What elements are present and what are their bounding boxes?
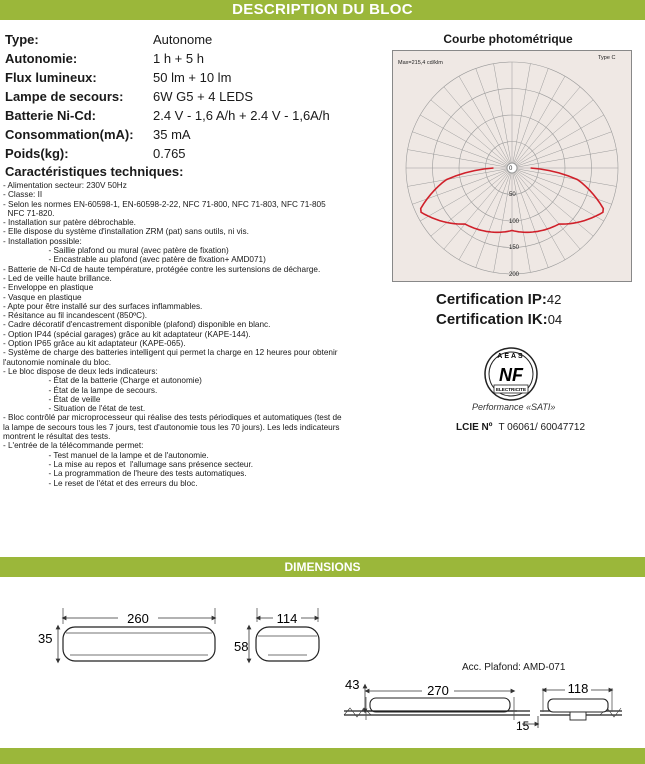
characteristic-line: - Selon les normes EN-60598-1, EN-60598-2-22, NFC 71-800, NFC 71-803, NFC 71-805 <box>3 199 326 209</box>
spec-label: Type: <box>5 32 39 47</box>
spec-label: Flux lumineux: <box>5 70 97 85</box>
spec-row <box>5 68 395 87</box>
characteristic-line: - Led de veille haute brillance. <box>3 273 112 283</box>
characteristics-title: Caractéristiques techniques: <box>5 164 184 179</box>
spec-value: Autonome <box>153 32 213 47</box>
spec-table <box>5 30 395 163</box>
characteristic-line: montrent le résultat des tests. <box>3 432 111 442</box>
front-height-value: 35 <box>38 631 53 646</box>
characteristic-line: - Bloc contrôlé par microprocesseur qui réalise des tests périodiques et automatiques (test de <box>3 413 342 423</box>
characteristic-line: - Option IP65 grâce au kit adaptateur (KAPE-065). <box>3 339 186 349</box>
characteristic-line: l'autonomie nominale du bloc. <box>3 357 112 367</box>
characteristic-line: la lampe de secours tous les 7 jours, test d'autonomie tous les 70 jours). Les leds indicateurs <box>3 422 340 432</box>
nf-logo-bottom-text: ELECTRICITE <box>495 387 527 392</box>
characteristic-line: NFC 71-820. <box>3 208 55 218</box>
ring-label: 200 <box>509 272 520 278</box>
characteristics-list <box>3 181 395 488</box>
characteristic-line: - Batterie de Ni-Cd de haute température, protégée contre les surtensions de décharge. <box>3 264 321 274</box>
certification-ip <box>436 291 561 308</box>
characteristic-line: - La programmation de l'heure des tests automatiques. <box>3 469 247 479</box>
spec-value: 1 h + 5 h <box>153 51 204 66</box>
certification-ik <box>436 311 562 328</box>
certification-ip-label: Certification IP: <box>436 291 547 308</box>
characteristic-line: - L'entrée de la télécommande permet: <box>3 441 144 451</box>
characteristic-line: - Le bloc dispose de deux leds indicateurs: <box>3 366 158 376</box>
recessed-width-value: 270 <box>427 683 449 698</box>
spec-row <box>5 49 395 68</box>
characteristic-line: - Installation sur patère débrochable. <box>3 218 136 228</box>
header-band <box>0 0 645 20</box>
characteristic-line: - Encastrable au plafond (avec patère de fixation+ AMD071) <box>3 255 266 265</box>
characteristic-line: - Installation possible: <box>3 236 82 246</box>
spec-label: Poids(kg): <box>5 146 69 161</box>
characteristic-line: - Résitance au fil incandescent (850ºC). <box>3 311 148 321</box>
characteristic-line: - État de la lampe de secours. <box>3 385 158 395</box>
photometric-title: Courbe photométrique <box>443 32 573 46</box>
dimensions-title: DIMENSIONS <box>284 560 361 574</box>
side-view <box>234 608 319 661</box>
side-body <box>256 627 319 661</box>
spec-row <box>5 144 395 163</box>
characteristic-line: - Apte pour être installé sur des surfaces inflammables. <box>3 301 203 311</box>
spec-value: 2.4 V - 1,6 A/h + 2.4 V - 1,6A/h <box>153 108 330 123</box>
spec-value: 35 mA <box>153 127 191 142</box>
spec-label: Batterie Ni-Cd: <box>5 108 97 123</box>
recessed-offset-value: 15 <box>516 719 530 733</box>
recessed-body <box>370 698 510 712</box>
characteristic-line: - Le reset de l'état et des erreurs du bloc. <box>3 478 198 488</box>
header-title: DESCRIPTION DU BLOC <box>232 1 413 18</box>
type-label: Type C <box>598 55 616 61</box>
characteristic-line: - Option IP44 (spécial garages) grâce au kit adaptateur (KAPE-144). <box>3 329 251 339</box>
spec-row <box>5 125 395 144</box>
ring-label: 150 <box>509 245 520 251</box>
characteristic-line: - Test manuel de la lampe et de l'autonomie. <box>3 450 209 460</box>
certification-ik-value: 04 <box>547 312 563 327</box>
ring-label: 100 <box>509 219 520 225</box>
spec-value: 50 lm + 10 lm <box>153 70 232 85</box>
spec-label: Autonomie: <box>5 51 78 66</box>
characteristic-line: - Situation de l'état de test. <box>3 404 146 414</box>
recessed-side-body <box>548 699 608 712</box>
footer-band <box>0 748 645 764</box>
dimensions-band <box>0 557 645 577</box>
front-width-value: 260 <box>127 611 149 626</box>
accessory-label: Acc. Plafond: AMD-071 <box>462 662 566 673</box>
performance-label: Performance «SATI» <box>472 402 556 412</box>
recessed-side-value: 118 <box>567 681 589 696</box>
ring-label: 0 <box>509 166 513 172</box>
ring-label: 50 <box>509 192 516 198</box>
spec-row <box>5 87 395 106</box>
side-width-value: 114 <box>276 611 298 626</box>
characteristic-line: - État de veille <box>3 394 101 404</box>
spec-value: 0.765 <box>153 146 186 161</box>
nf-logo-top-text: AEAS <box>497 353 525 360</box>
characteristic-line: - Cadre décoratif d'encastrement disponible (plafond) disponible en blanc. <box>3 320 271 330</box>
characteristic-line: - Elle dispose du système d'installation ZRM (pat) sans outils, ni vis. <box>3 227 249 237</box>
characteristic-line: - Classe: II <box>3 190 43 200</box>
photometric-chart <box>392 50 632 282</box>
nf-logo <box>476 346 546 402</box>
characteristic-line: - État de la batterie (Charge et autonomie) <box>3 376 202 386</box>
spec-row <box>5 30 395 49</box>
characteristic-line: - La mise au repos et l'allumage sans présence secteur. <box>3 459 254 469</box>
lcie-label: LCIE Nº <box>456 422 493 433</box>
characteristic-line: - Saillie plafond ou mural (avec patère de fixation) <box>3 246 229 256</box>
spec-value: 6W G5 + 4 LEDS <box>153 89 254 104</box>
lcie-line <box>456 422 585 433</box>
front-body <box>63 627 215 661</box>
spec-label: Consommation(mA): <box>5 127 134 142</box>
max-label: Max=215,4 cd/klm <box>398 60 443 66</box>
lcie-value: T 06061/ 60047712 <box>498 422 585 433</box>
characteristic-line: - Enveloppe en plastique <box>3 283 94 293</box>
characteristic-line: - Vasque en plastique <box>3 292 82 302</box>
spec-row <box>5 106 395 125</box>
spec-label: Lampe de secours: <box>5 89 124 104</box>
recessed-view <box>344 677 622 733</box>
certification-ip-value: 42 <box>546 292 562 307</box>
nf-logo-mark: NF <box>499 365 523 385</box>
characteristic-line: - Système de charge des batteries intelligent qui permet la charge en 12 heures pour obtenir <box>3 348 338 358</box>
certification-ik-label: Certification IK: <box>436 311 548 328</box>
side-height-value: 58 <box>234 639 249 654</box>
characteristic-line: - Alimentation secteur: 230V 50Hz <box>3 181 127 190</box>
recessed-depth-value: 43 <box>345 677 360 692</box>
front-view <box>38 608 215 661</box>
